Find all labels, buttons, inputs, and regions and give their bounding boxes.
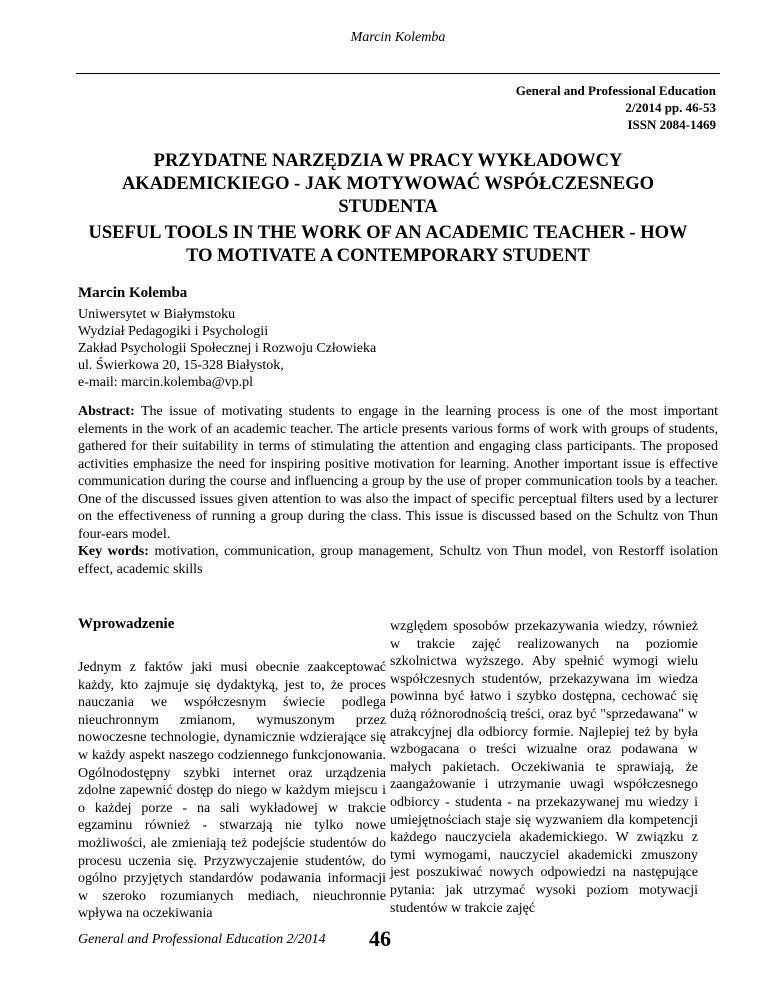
abstract-label: Abstract: [78, 404, 135, 419]
affiliation-line: Wydział Pedagogiki i Psychologii [78, 324, 269, 339]
journal-issn: ISSN 2084-1469 [627, 117, 716, 132]
header-rule [76, 73, 720, 74]
affiliation-line: ul. Świerkowa 20, 15-328 Białystok, [78, 358, 284, 373]
abstract-text: The issue of motivating students to engage in the learning process is one of the most important elements in the work of an academic teacher. The article presents various forms of work with groups of students, gathered for their suitability in terms of stimulating the attention and engaging class participants. The proposed activities emphasize the need for inspiring positive motivation for learning. Another important issue is effective communication during the course and influencing a group by the use of proper communication tools by a teacher. One of the discussed issues given attention to was also the impact of specific perceptual filters used by a lecturer on the effectiveness of running a group during the class. This issue is discussed based on the Schultz von Thun four-ears model. [78, 404, 718, 542]
keywords-text: motivation, communication, group management, Schultz von Thun model, von Restorff isolation effect, academic skills [78, 544, 718, 577]
journal-name: General and Professional Education [515, 83, 716, 98]
journal-issue: 2/2014 pp. 46-53 [625, 100, 716, 115]
affiliation-line: Zakład Psychologii Społecznej i Rozwoju Człowieka [78, 341, 377, 356]
author-email[interactable]: e-mail: marcin.kolemba@vp.pl [78, 375, 254, 390]
footer-journal: General and Professional Education 2/2014 [78, 932, 326, 947]
title-polish: PRZYDATNE NARZĘDZIA W PRACY WYKŁADOWCY AKADEMICKIEGO - JAK MOTYWOWAĆ WSPÓŁCZESNEGO STUDENTA [121, 151, 655, 217]
page-number: 46 [369, 926, 391, 951]
title-english: USEFUL TOOLS IN THE WORK OF AN ACADEMIC TEACHER - HOW TO MOTIVATE A CONTEMPORARY STUDENT [88, 223, 688, 266]
author-name: Marcin Kolemba [78, 285, 188, 301]
running-head: Marcin Kolemba [350, 30, 446, 45]
abstract [78, 403, 718, 543]
body-column-left: Jednym z faktów jaki musi obecnie zaakceptować każdy, kto zajmuje się dydaktyką, jest to, że proces nauczania we współczesnym świecie podlega nieuchronnym zmianom, wymuszonym przez nowoczesne technologie, dynamicznie wdzierające się w każdy aspekt naszego codziennego funkcjonowania. Ogólnodostępny szybki internet oraz urządzenia zdolne zapewnić dostęp do niego w każdym miejscu i o każdej porze - na sali wykładowej w trakcie egzaminu również - stwarzają nie tylko nowe możliwości, ale zmieniają też podejście studentów do procesu uczenia się. Przyzwyczajenie studentów, do ogólno przyjętych standardów podawania informacji w szeroko rozumianych mediach, nieuchronnie wpływa na oczekiwania [78, 660, 386, 922]
affiliation-line: Uniwersytet w Białymstoku [78, 307, 236, 322]
keywords [78, 543, 718, 578]
body-column-right: względem sposobów przekazywania wiedzy, również w trakcie zajęć realizowanych na poziomie szkolnictwa wyższego. Aby spełnić wymogi wielu współczesnych studentów, przekazywana im wiedza powinna być łatwo i szybko dostępna, cechować się dużą różnorodnością treści, oraz być "sprzedawana" w atrakcyjnej dla odbiorcy formie. Najlepiej też by była wzbogacana o treści wizualne oraz podawana w małych pakietach. Oczekiwania te sprawiają, że zaangażowanie i utrzymanie uwagi współczesnego odbiorcy - studenta - na przekazywanej mu wiedzy i umiejętnościach staje się wyzwaniem dla kompetencji każdego nauczyciela akademickiego. W związku z tymi wymogami, nauczyciel akademicki zmuszony jest poszukiwać nowych odpowiedzi na następujące pytania: jak utrzymać wysoki poziom motywacji studentów w trakcie zajęć [390, 619, 698, 916]
journal-info [516, 82, 716, 133]
author-block [78, 285, 376, 391]
section-heading: Wprowadzenie [78, 616, 175, 632]
keywords-label: Key words: [78, 544, 149, 559]
